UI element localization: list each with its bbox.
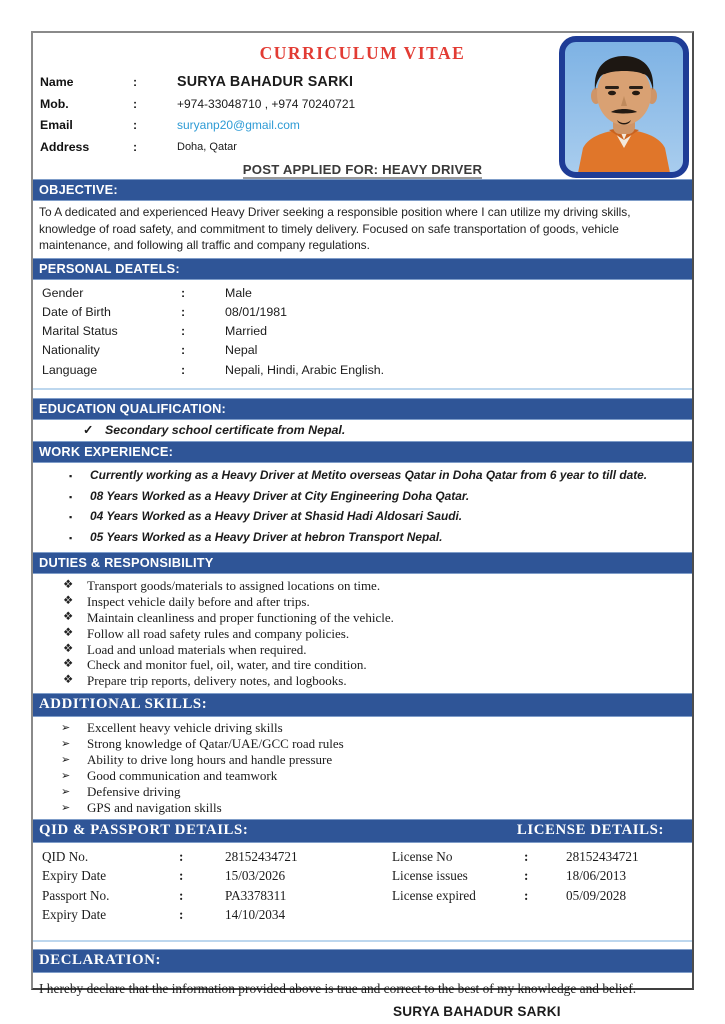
diamond-bullet-icon: ❖ — [63, 658, 74, 671]
detail-value: Nepali, Hindi, Arabic English. — [225, 362, 385, 377]
diamond-bullet-icon: ❖ — [63, 674, 74, 687]
square-bullet-icon: ▪ — [69, 491, 73, 502]
document-label: License issues — [392, 868, 468, 884]
document-label: Expiry Date — [42, 868, 107, 884]
work-experience-list — [33, 463, 692, 552]
section-header-education: EDUCATION QUALIFICATION: — [33, 398, 692, 420]
section-header-work-experience: WORK EXPERIENCE: — [33, 441, 692, 463]
skill-item-text: Strong knowledge of Qatar/UAE/GCC road rules — [87, 736, 344, 752]
spacer — [33, 927, 692, 939]
duties-list — [33, 574, 692, 693]
address-value: Doha, Qatar — [177, 140, 237, 153]
arrow-bullet-icon: ➢ — [61, 754, 71, 767]
name-value: SURYA BAHADUR SARKI — [177, 74, 354, 90]
education-item — [83, 422, 686, 439]
diamond-bullet-icon: ❖ — [63, 595, 74, 608]
diamond-bullet-icon: ❖ — [63, 610, 74, 623]
square-bullet-icon: ▪ — [69, 512, 73, 523]
work-experience-item-text: 05 Years Worked as a Heavy Driver at hebron Transport Nepal. — [90, 529, 443, 544]
skill-item — [61, 720, 686, 736]
document-row — [42, 866, 392, 886]
section-divider — [33, 940, 692, 942]
personal-detail-row — [42, 361, 692, 380]
arrow-bullet-icon: ➢ — [61, 770, 71, 783]
duty-item-text: Follow all road safety rules and company policies. — [87, 625, 350, 641]
document-value: 14/10/2034 — [225, 907, 286, 923]
duty-item-text: Load and unload materials when required. — [87, 641, 307, 657]
detail-value: Nepal — [225, 343, 258, 358]
work-experience-item — [69, 487, 686, 508]
colon: : — [133, 139, 138, 154]
declaration-text: I hereby declare that the information provided above is true and correct to the best of my knowledge and belief. — [39, 980, 637, 996]
work-experience-item-text: 04 Years Worked as a Heavy Driver at Shasid Hadi Aldosari Saudi. — [90, 509, 463, 524]
colon: : — [179, 887, 184, 903]
duty-item — [63, 594, 686, 610]
square-bullet-icon: ▪ — [69, 532, 73, 543]
section-header-duties: DUTIES & RESPONSIBILITY — [33, 552, 692, 574]
document-row — [42, 905, 392, 925]
arrow-bullet-icon: ➢ — [61, 786, 71, 799]
section-divider — [33, 388, 692, 390]
license-column — [392, 847, 692, 925]
skill-item-text: Defensive driving — [87, 784, 181, 800]
colon: : — [524, 848, 529, 864]
post-applied-text: POST APPLIED FOR: HEAVY DRIVER — [242, 162, 483, 177]
document-value: PA3378311 — [225, 887, 287, 903]
detail-value: Married — [225, 324, 267, 339]
duty-item-text: Maintain cleanliness and proper functioning of the vehicle. — [87, 609, 394, 625]
arrow-bullet-icon: ➢ — [61, 721, 71, 734]
email-label: Email — [40, 118, 73, 132]
colon: : — [133, 96, 138, 111]
duty-item-text: Transport goods/materials to assigned locations on time. — [87, 578, 381, 594]
cv-page — [31, 31, 694, 1019]
duty-item-text: Prepare trip reports, delivery notes, and logbooks. — [87, 673, 347, 689]
square-bullet-icon: ▪ — [69, 470, 73, 481]
arrow-bullet-icon: ➢ — [61, 738, 71, 751]
document-label: License No — [392, 848, 453, 864]
document-row — [42, 847, 392, 867]
personal-detail-row — [42, 322, 692, 341]
applicant-photo-image — [559, 36, 689, 178]
skill-item — [61, 784, 686, 800]
detail-label: Gender — [42, 285, 84, 300]
personal-detail-row — [42, 284, 692, 303]
name-label: Name — [40, 75, 74, 89]
work-experience-item-text: 08 Years Worked as a Heavy Driver at City Engineering Doha Qatar. — [90, 488, 470, 503]
detail-label: Marital Status — [42, 324, 118, 339]
colon: : — [181, 304, 186, 319]
duty-item — [63, 673, 686, 689]
skill-item-text: Excellent heavy vehicle driving skills — [87, 719, 283, 735]
document-value: 28152434721 — [225, 848, 298, 864]
detail-value: Male — [225, 285, 252, 300]
work-experience-item — [69, 507, 686, 528]
mobile-value: +974-33048710 , +974 70240721 — [177, 96, 356, 111]
colon: : — [524, 868, 529, 884]
skill-item-text: GPS and navigation skills — [87, 800, 222, 816]
qid-passport-column — [42, 847, 392, 925]
section-header-objective: OBJECTIVE: — [33, 179, 692, 201]
document-row — [392, 866, 692, 886]
section-header-additional-skills: ADDITIONAL SKILLS: — [33, 693, 692, 717]
document-label: License expired — [392, 887, 476, 903]
document-label: QID No. — [42, 848, 89, 864]
document-value: 15/03/2026 — [225, 868, 286, 884]
document-row — [392, 847, 692, 867]
work-experience-item-text: Currently working as a Heavy Driver at Metito overseas Qatar in Doha Qatar from 6 year to till date. — [90, 467, 648, 482]
skill-item-text: Ability to drive long hours and handle pressure — [87, 752, 333, 768]
personal-details-table — [33, 280, 692, 387]
duty-item — [63, 657, 686, 673]
colon: : — [133, 118, 138, 132]
document-value: 05/09/2028 — [566, 887, 627, 903]
duty-item — [63, 626, 686, 642]
diamond-bullet-icon: ❖ — [63, 642, 74, 655]
document-value: 18/06/2013 — [566, 868, 627, 884]
duty-item — [63, 578, 686, 594]
work-experience-item — [69, 466, 686, 487]
page-title: CURRICULUM VITAE — [259, 43, 466, 63]
colon: : — [524, 887, 529, 903]
colon: : — [133, 75, 138, 89]
document-label: Expiry Date — [42, 907, 107, 923]
detail-label: Date of Birth — [42, 304, 111, 319]
signature-name: SURYA BAHADUR SARKI — [393, 1003, 561, 1019]
license-heading: LICENSE DETAILS: — [516, 821, 664, 838]
section-header-personal-details: PERSONAL DEATELS: — [33, 258, 692, 280]
objective-text: To A dedicated and experienced Heavy Driver seeking a responsible position where I can utilize my driving skills, knowledge of road safety, and commitment to timely delivery. Focused on safe transportation of goods, vehicle maintenance, and following all traffic and company regulations. — [39, 205, 631, 252]
work-experience-item — [69, 528, 686, 549]
colon: : — [181, 285, 186, 300]
detail-value: 08/01/1981 — [225, 304, 288, 319]
personal-detail-row — [42, 341, 692, 360]
skill-item — [61, 768, 686, 784]
colon: : — [179, 868, 184, 884]
colon: : — [179, 907, 184, 923]
skill-item — [61, 752, 686, 768]
duty-item-text: Inspect vehicle daily before and after trips. — [87, 594, 310, 610]
duty-item-text: Check and monitor fuel, oil, water, and tire condition. — [87, 657, 367, 673]
section-header-declaration: DECLARATION: — [33, 949, 692, 973]
check-icon: ✓ — [83, 422, 94, 437]
document-label: Passport No. — [42, 887, 110, 903]
colon: : — [181, 343, 186, 358]
arrow-bullet-icon: ➢ — [61, 802, 71, 815]
address-label: Address — [40, 139, 90, 154]
diamond-bullet-icon: ❖ — [63, 626, 74, 639]
section-header-documents — [33, 819, 692, 843]
skill-item-text: Good communication and teamwork — [87, 768, 278, 784]
mobile-label: Mob. — [40, 96, 69, 111]
applicant-photo — [559, 36, 689, 178]
detail-label: Language — [42, 362, 98, 377]
diamond-bullet-icon: ❖ — [63, 579, 74, 592]
detail-label: Nationality — [42, 343, 100, 358]
qid-passport-heading: QID & PASSPORT DETAILS: — [39, 821, 249, 838]
duty-item — [63, 610, 686, 626]
education-list — [33, 420, 692, 441]
declaration-body — [33, 973, 673, 1019]
email-link[interactable]: suryanp20@gmail.com — [177, 118, 300, 132]
personal-detail-row — [42, 303, 692, 322]
duty-item — [63, 642, 686, 658]
colon: : — [181, 324, 186, 339]
education-item-text: Secondary school certificate from Nepal. — [105, 422, 346, 437]
documents-table — [33, 843, 692, 927]
skill-item — [61, 736, 686, 752]
document-row — [392, 886, 692, 906]
skills-list — [33, 717, 692, 819]
skill-item — [61, 800, 686, 816]
colon: : — [179, 848, 184, 864]
document-row — [42, 886, 392, 906]
colon: : — [181, 362, 186, 377]
document-value: 28152434721 — [566, 848, 639, 864]
